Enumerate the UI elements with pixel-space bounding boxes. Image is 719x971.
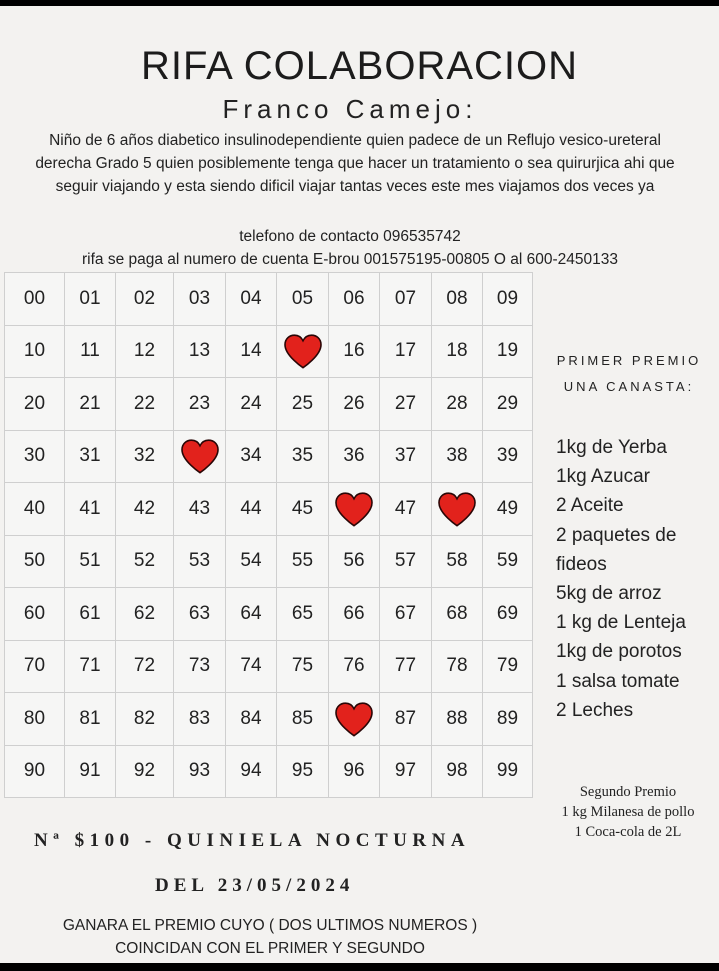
number-cell bbox=[5, 746, 65, 799]
number-label: 36 bbox=[343, 445, 365, 467]
number-cell-taken bbox=[432, 483, 483, 536]
number-cell bbox=[277, 746, 329, 799]
number-label: 91 bbox=[79, 760, 101, 782]
number-cell bbox=[65, 536, 116, 589]
contact-phone: telefono de contacto 096535742 bbox=[239, 228, 461, 245]
number-cell bbox=[329, 431, 380, 484]
number-cell bbox=[226, 746, 277, 799]
number-cell bbox=[432, 273, 483, 326]
number-cell bbox=[432, 378, 483, 431]
prize-item: 2 Aceite bbox=[556, 495, 624, 517]
number-label: 66 bbox=[343, 602, 365, 624]
number-cell-taken bbox=[329, 483, 380, 536]
number-label: 37 bbox=[394, 445, 417, 467]
raffle-sheet bbox=[0, 6, 719, 963]
number-cell bbox=[329, 378, 380, 431]
number-cell bbox=[226, 693, 277, 746]
number-label: 80 bbox=[23, 707, 46, 729]
number-cell-taken bbox=[174, 431, 226, 484]
number-cell bbox=[380, 641, 432, 694]
number-label: 47 bbox=[394, 497, 417, 519]
number-label: 11 bbox=[80, 340, 100, 362]
number-label: 51 bbox=[79, 550, 101, 572]
number-cell bbox=[174, 536, 226, 589]
number-label: 23 bbox=[188, 392, 211, 414]
number-label: 32 bbox=[133, 445, 156, 467]
number-cell bbox=[174, 588, 226, 641]
number-cell bbox=[277, 536, 329, 589]
number-cell bbox=[226, 326, 277, 379]
number-label: 76 bbox=[343, 655, 365, 677]
number-label: 01 bbox=[79, 287, 101, 309]
number-cell bbox=[483, 326, 533, 379]
number-label: 38 bbox=[446, 445, 468, 467]
number-label: 55 bbox=[291, 550, 314, 572]
number-cell bbox=[277, 588, 329, 641]
number-label: 29 bbox=[496, 392, 519, 414]
footer-line: GANARA EL PREMIO CUYO ( DOS ULTIMOS NUMEROS ) bbox=[62, 917, 478, 934]
number-cell bbox=[5, 536, 65, 589]
number-cell bbox=[226, 536, 277, 589]
number-label: 30 bbox=[23, 445, 46, 467]
number-label: 45 bbox=[291, 497, 314, 519]
number-cell bbox=[483, 378, 533, 431]
number-label: 89 bbox=[496, 707, 519, 729]
prize-item: 1kg de Yerba bbox=[556, 437, 667, 458]
number-cell bbox=[483, 483, 533, 536]
number-cell bbox=[277, 641, 329, 694]
number-cell bbox=[116, 273, 174, 326]
number-cell bbox=[432, 536, 483, 589]
number-label: 21 bbox=[79, 392, 101, 414]
heart-icon bbox=[283, 334, 323, 370]
heart-icon bbox=[334, 701, 374, 737]
number-label: 85 bbox=[291, 707, 314, 729]
number-label: 97 bbox=[394, 760, 417, 782]
number-cell bbox=[5, 588, 65, 641]
number-label: 83 bbox=[188, 707, 211, 729]
number-label: 24 bbox=[240, 392, 262, 414]
number-label: 90 bbox=[23, 760, 46, 782]
number-label: 12 bbox=[133, 340, 156, 362]
number-label: 63 bbox=[188, 602, 211, 624]
number-label: 93 bbox=[188, 760, 211, 782]
number-label: 18 bbox=[446, 340, 468, 362]
prize-item: fideos bbox=[556, 553, 607, 575]
number-label: 75 bbox=[291, 655, 314, 677]
number-label: 77 bbox=[394, 655, 417, 677]
number-label: 94 bbox=[240, 760, 262, 782]
number-cell bbox=[226, 273, 277, 326]
number-label: 52 bbox=[133, 550, 156, 572]
number-label: 62 bbox=[133, 602, 156, 624]
number-cell bbox=[483, 273, 533, 326]
number-cell bbox=[116, 693, 174, 746]
number-cell bbox=[226, 378, 277, 431]
number-cell bbox=[329, 641, 380, 694]
number-label: 96 bbox=[343, 760, 365, 782]
number-cell bbox=[5, 641, 65, 694]
number-label: 39 bbox=[496, 445, 519, 467]
number-cell bbox=[65, 693, 116, 746]
number-label: 09 bbox=[496, 287, 519, 309]
prize-item: 1 salsa tomate bbox=[556, 670, 680, 692]
number-label: 04 bbox=[240, 287, 262, 309]
number-cell bbox=[174, 746, 226, 799]
number-cell bbox=[5, 273, 65, 326]
number-cell bbox=[432, 641, 483, 694]
number-label: 98 bbox=[446, 760, 468, 782]
number-label: 27 bbox=[394, 392, 417, 414]
number-label: 67 bbox=[394, 602, 417, 624]
number-cell bbox=[483, 431, 533, 484]
number-cell bbox=[329, 536, 380, 589]
number-label: 02 bbox=[133, 287, 156, 309]
number-label: 53 bbox=[188, 550, 211, 572]
number-cell bbox=[116, 588, 174, 641]
number-label: 50 bbox=[23, 550, 46, 572]
number-cell bbox=[329, 746, 380, 799]
number-label: 07 bbox=[394, 287, 417, 309]
number-cell bbox=[277, 483, 329, 536]
number-label: 74 bbox=[240, 655, 262, 677]
number-cell bbox=[483, 693, 533, 746]
number-label: 31 bbox=[79, 445, 101, 467]
number-label: 41 bbox=[79, 497, 101, 519]
number-label: 57 bbox=[394, 550, 417, 572]
number-cell bbox=[329, 588, 380, 641]
number-cell bbox=[65, 746, 116, 799]
payment-account: rifa se paga al numero de cuenta E-brou 001575195-00805 O al 600-2450133 bbox=[81, 251, 618, 268]
second-prize bbox=[536, 782, 719, 842]
number-label: 58 bbox=[446, 550, 468, 572]
number-cell bbox=[483, 746, 533, 799]
number-label: 65 bbox=[291, 602, 314, 624]
number-cell bbox=[174, 693, 226, 746]
heart-icon bbox=[180, 439, 220, 475]
number-cell bbox=[380, 378, 432, 431]
number-cell bbox=[226, 431, 277, 484]
number-cell bbox=[174, 378, 226, 431]
number-label: 92 bbox=[133, 760, 156, 782]
number-cell bbox=[65, 641, 116, 694]
number-label: 87 bbox=[394, 707, 417, 729]
number-cell bbox=[432, 326, 483, 379]
number-label: 43 bbox=[188, 497, 211, 519]
number-cell bbox=[226, 588, 277, 641]
number-label: 72 bbox=[133, 655, 156, 677]
number-label: 06 bbox=[343, 287, 365, 309]
footer-line: COINCIDAN CON EL PRIMER Y SEGUNDO bbox=[115, 940, 425, 957]
prize-item: 1kg Azucar bbox=[556, 466, 650, 488]
number-cell bbox=[5, 693, 65, 746]
number-cell bbox=[5, 483, 65, 536]
description: Niño de 6 años diabetico insulinodependiente quien padece de un Reflujo vesico-ureteral derecha Grado 5 quien posiblemente tenga que hacer un tratamiento o sea quirurjica ahi que seguir viajando y esta siendo dificil viajar tantas veces este mes viajamos dos veces ya bbox=[35, 132, 675, 195]
number-cell bbox=[65, 378, 116, 431]
number-label: 16 bbox=[343, 340, 365, 362]
price-and-draw: Nª $100 - QUINIELA NOCTURNA bbox=[34, 830, 471, 851]
number-cell bbox=[5, 431, 65, 484]
number-cell bbox=[174, 641, 226, 694]
number-cell bbox=[116, 326, 174, 379]
number-label: 73 bbox=[188, 655, 211, 677]
first-prize-heading: PRIMER PREMIO bbox=[556, 353, 702, 368]
number-label: 56 bbox=[343, 550, 365, 572]
number-label: 71 bbox=[79, 655, 101, 677]
number-label: 68 bbox=[446, 602, 468, 624]
number-cell-taken bbox=[329, 693, 380, 746]
page-title: RIFA COLABORACION bbox=[140, 44, 579, 88]
number-label: 17 bbox=[394, 340, 417, 362]
number-cell bbox=[116, 431, 174, 484]
number-cell bbox=[65, 326, 116, 379]
number-cell bbox=[5, 326, 65, 379]
number-cell bbox=[329, 273, 380, 326]
prize-item: 1 kg de Lenteja bbox=[556, 612, 686, 634]
second-prize-line: 1 Coca-cola de 2L bbox=[574, 824, 682, 840]
number-cell bbox=[116, 641, 174, 694]
number-cell bbox=[483, 536, 533, 589]
number-cell bbox=[65, 483, 116, 536]
number-label: 81 bbox=[79, 707, 101, 729]
number-cell-taken bbox=[277, 326, 329, 379]
number-cell bbox=[174, 483, 226, 536]
number-cell bbox=[277, 378, 329, 431]
number-label: 49 bbox=[496, 497, 519, 519]
number-cell bbox=[380, 326, 432, 379]
number-label: 60 bbox=[23, 602, 46, 624]
draw-date: DEL 23/05/2024 bbox=[155, 875, 355, 896]
number-label: 03 bbox=[188, 287, 211, 309]
number-label: 14 bbox=[240, 340, 262, 362]
number-cell bbox=[380, 693, 432, 746]
number-label: 08 bbox=[446, 287, 468, 309]
number-label: 82 bbox=[133, 707, 156, 729]
number-cell bbox=[174, 273, 226, 326]
number-cell bbox=[116, 746, 174, 799]
first-prize-items bbox=[556, 433, 716, 725]
number-label: 20 bbox=[23, 392, 46, 414]
number-label: 61 bbox=[79, 602, 101, 624]
second-prize-line: 1 kg Milanesa de pollo bbox=[561, 804, 695, 820]
number-cell bbox=[226, 483, 277, 536]
number-label: 99 bbox=[496, 760, 519, 782]
number-label: 22 bbox=[133, 392, 156, 414]
number-cell bbox=[65, 588, 116, 641]
second-prize-heading: Segundo Premio bbox=[579, 784, 677, 800]
number-label: 28 bbox=[446, 392, 468, 414]
number-cell bbox=[116, 483, 174, 536]
number-cell bbox=[277, 693, 329, 746]
number-cell bbox=[432, 588, 483, 641]
number-label: 10 bbox=[23, 340, 46, 362]
number-cell bbox=[483, 588, 533, 641]
number-cell bbox=[380, 588, 432, 641]
number-cell bbox=[277, 431, 329, 484]
heart-icon bbox=[334, 491, 374, 527]
number-cell bbox=[432, 693, 483, 746]
prize-item: 5kg de arroz bbox=[556, 583, 662, 605]
number-label: 64 bbox=[240, 602, 262, 624]
number-cell bbox=[5, 378, 65, 431]
number-cell bbox=[380, 746, 432, 799]
number-cell bbox=[329, 326, 380, 379]
number-label: 19 bbox=[496, 340, 519, 362]
number-label: 40 bbox=[23, 497, 46, 519]
number-label: 00 bbox=[23, 287, 46, 309]
number-label: 70 bbox=[23, 655, 46, 677]
number-label: 88 bbox=[446, 707, 468, 729]
heart-icon bbox=[437, 491, 477, 527]
number-label: 79 bbox=[496, 655, 519, 677]
number-cell bbox=[380, 431, 432, 484]
number-cell bbox=[380, 273, 432, 326]
prize-item: 1kg de porotos bbox=[556, 641, 682, 663]
beneficiary-name: Franco Camejo: bbox=[222, 94, 478, 124]
number-cell bbox=[116, 536, 174, 589]
number-cell bbox=[380, 483, 432, 536]
first-prize-subheading: UNA CANASTA: bbox=[563, 379, 695, 394]
number-label: 05 bbox=[291, 287, 314, 309]
number-cell bbox=[226, 641, 277, 694]
number-label: 54 bbox=[240, 550, 262, 572]
number-label: 42 bbox=[133, 497, 156, 519]
number-label: 78 bbox=[446, 655, 468, 677]
number-grid bbox=[4, 272, 533, 798]
number-label: 13 bbox=[188, 340, 211, 362]
number-cell bbox=[174, 326, 226, 379]
number-cell bbox=[380, 536, 432, 589]
number-label: 34 bbox=[240, 445, 262, 467]
number-cell bbox=[432, 746, 483, 799]
number-label: 25 bbox=[291, 392, 314, 414]
number-label: 35 bbox=[291, 445, 314, 467]
number-label: 59 bbox=[496, 550, 519, 572]
number-cell bbox=[116, 378, 174, 431]
number-cell bbox=[65, 431, 116, 484]
prize-item: 2 paquetes de bbox=[556, 524, 677, 546]
number-label: 69 bbox=[496, 602, 519, 624]
number-label: 26 bbox=[343, 392, 365, 414]
number-cell bbox=[432, 431, 483, 484]
prize-item: 2 Leches bbox=[556, 699, 634, 721]
number-label: 95 bbox=[291, 760, 314, 782]
number-label: 84 bbox=[240, 707, 262, 729]
number-cell bbox=[277, 273, 329, 326]
number-cell bbox=[483, 641, 533, 694]
number-label: 44 bbox=[240, 497, 262, 519]
number-cell bbox=[65, 273, 116, 326]
